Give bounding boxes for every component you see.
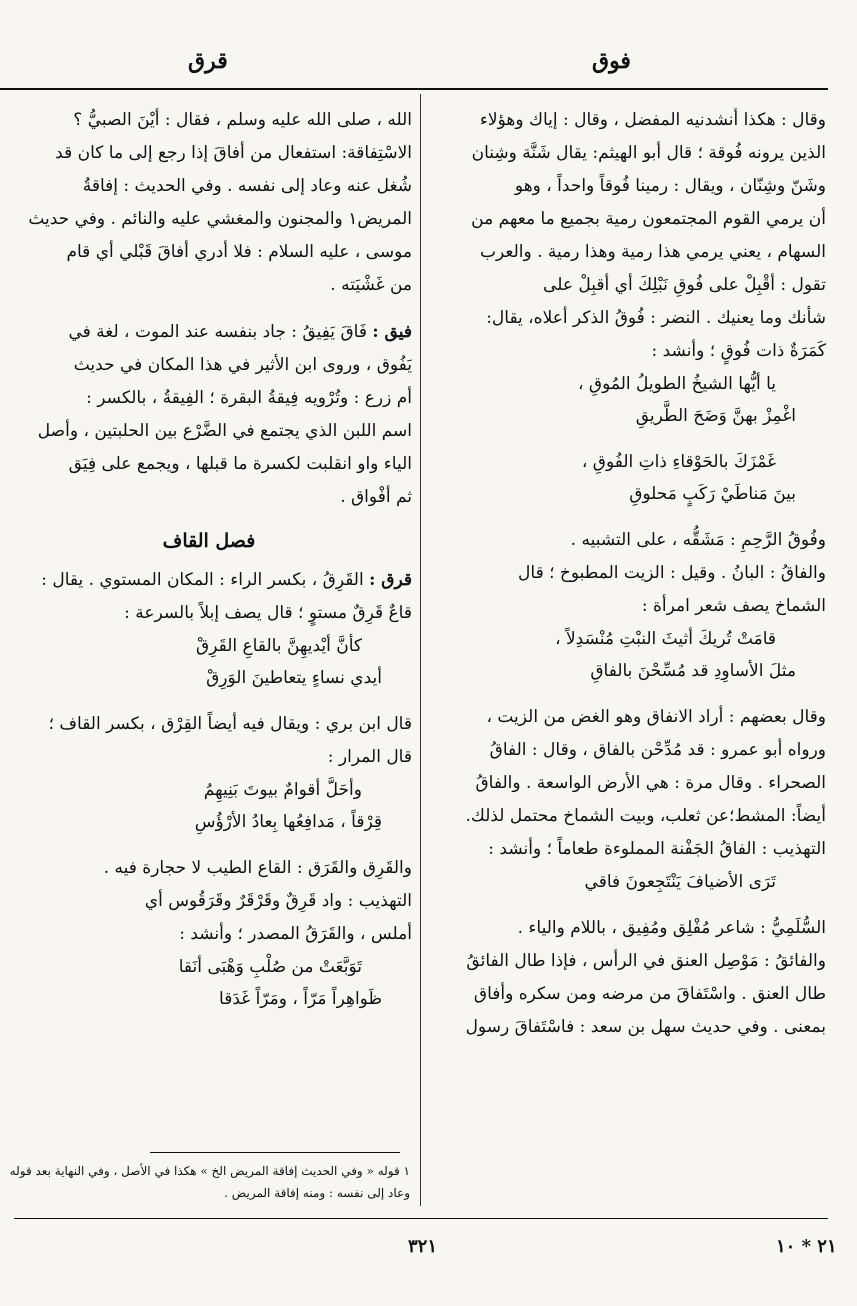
verse-line: غَمْزَكَ بالحَوْقاءِ ذاتِ الفُوقِ ، <box>581 452 776 472</box>
text-line: الصحراء . وقال مرة : هي الأرض الواسعة . والفاقُ <box>475 773 826 793</box>
spacer <box>432 687 826 701</box>
entry-line <box>6 564 412 597</box>
verse-line: كأنَّ أيْديهِنَّ بالقاعِ القَرِقْ <box>196 636 362 656</box>
entry-line <box>6 316 412 349</box>
text-line: وفُوقُ الرَّحِمِ : مَشَقُّه ، على التشبيه . <box>570 530 826 550</box>
text-line: أم زرع : وتُرْويه فِيقةُ البقرة ؛ الفِيقةُ ، بالكسر : <box>86 388 412 408</box>
header-left-word: قرق <box>188 48 228 74</box>
verse-line: بينَ مَناطَيْ رَكَبٍ مَحلوقِ <box>629 484 796 504</box>
text-line: وقال بعضهم : أراد الانفاق وهو الغض من الزيت ، <box>486 707 826 727</box>
column-divider <box>420 94 421 1206</box>
entry-headword: فيق : <box>372 322 412 342</box>
text-line: قال المرار : <box>327 747 412 767</box>
text-line: والفاقُ : البانُ . وقيل : الزيت المطبوخ ؛ قال <box>518 563 826 583</box>
verse-line: اغْمِزْ بهنَّ وَضَحَ الطَّريقِ <box>635 406 796 426</box>
text-line: السُّلَمِيُّ : شاعر مُفْلِق ومُفِيق ، باللام والياء . <box>517 918 826 938</box>
footnote: ١ قوله « وفي الحديث إفاقة المريض الخ » هكذا في الأصل ، وفي النهاية بعد قوله وعاد إلى نفسه : ومنه إفاقة المريض . <box>9 1164 410 1200</box>
text-line: قاعٌ قَرِقٌ مستوٍ ؛ قال يصف إبلاً بالسرعة : <box>124 603 412 623</box>
verse-line: ظَواهِراً مَرّاً ، ومَرّاً غَدَقا <box>219 989 382 1009</box>
text-line: والفائقُ : مَوْصِل العنق في الرأس ، فإذا طال الفائقُ <box>466 951 826 971</box>
text-line: الاسْتِفاقة: استفعال من أفاقَ إذا رجع إلى ما كان قد <box>55 143 412 163</box>
verse-line: مثلَ الأساوِدِ قد مُسِّحْنَ بالفاقِ <box>590 661 796 681</box>
verse-line: تَوَبَّعَتْ من صُلْبِ وَهْبَى أنَقا <box>178 957 362 977</box>
text-line: وشَنّ وشِنّان ، ويقال : رمينا فُوقاً واحداً ، وهو <box>514 176 826 196</box>
right-column <box>432 104 826 1044</box>
verse-line: قِرْقاً ، مَدافِعُها بِعادُ الأرْؤُسِ <box>194 812 382 832</box>
text-line: الله ، صلى الله عليه وسلم ، فقال : أيْنَ الصبيُّ ؟ <box>73 110 412 130</box>
text-line: شُغل عنه وعاد إلى نفسه . وفي الحديث : إفاقةُ <box>82 176 412 196</box>
text-line: موسى ، عليه السلام : فلا أدري أفاقَ قَبْلي أي قام <box>66 242 412 262</box>
entry-headword: قرق : <box>369 570 412 590</box>
verse-line: قامَتْ تُريكَ أثيثَ النبْتِ مُنْسَدِلاً ، <box>555 629 776 649</box>
verse-line: يا أيُّها الشيخُ الطويلُ المُوقِ ، <box>578 374 776 394</box>
text-line: كَمَرَةٌ ذات فُوقٍ ؛ وأنشد : <box>651 341 826 361</box>
text-line: ثم أفْواق . <box>340 487 412 507</box>
text-line: الذين يرونه فُوقة ؛ قال أبو الهيثم: يقال شَنَّة وشِنان <box>471 143 826 163</box>
text-line: أيضاً: المشط؛عن ثعلب، وبيت الشماخ محتمل لذلك. <box>465 806 826 826</box>
left-column <box>6 104 412 1015</box>
header-right-word: فوق <box>592 48 631 74</box>
text-line: أملس ، والقَرَقُ المصدر ؛ وأنشد : <box>179 924 412 944</box>
verse-line: وأحَلَّ أقوامٌ بيوتَ بَنِيهِمُ <box>203 780 362 800</box>
spacer <box>432 510 826 524</box>
verse-line: أيدي نساءٍ يتعاطينَ الوَرِقْ <box>206 668 382 688</box>
text-line: التهذيب : الفاقُ الجَفْنة المملوءة طعاماً ؛ وأنشد : <box>488 839 826 859</box>
text-line: اسم اللبن الذي يجتمع في الضَّرْع بين الحلبتين ، وأصل <box>37 421 412 441</box>
text-line: طال العنق . واسْتَفاقَ من مرضه ومن سكره وأفاق <box>473 984 826 1004</box>
text-line: شأنك وما يعنيك . النضر : فُوقُ الذكر أعلاه، يقال: <box>486 308 826 328</box>
spacer <box>432 432 826 446</box>
text-line: بمعنى . وفي حديث سهل بن سعد : فاسْتَفاقَ رسول <box>465 1017 826 1037</box>
spacer <box>432 898 826 912</box>
text-line: الياء واو انقلبت لكسرة ما قبلها ، ويجمع على فِيَق <box>68 454 412 474</box>
text-line: تقول : أقْبِلْ على فُوقِ نَبْلِكَ أي أقبِلْ على <box>543 275 826 295</box>
spacer <box>6 302 412 316</box>
entry-text: القَرِقُ ، بكسر الراء : المكان المستوي . يقال : <box>41 570 370 590</box>
text-line: قال ابن بري : ويقال فيه أيضاً القِرْق ، بكسر القاف ؛ <box>48 714 412 734</box>
text-line: التهذيب : واد قَرِقٌ وقَرْقَرٌ وقَرَقُوس أي <box>144 891 412 911</box>
verse-line: تَرَى الأضيافَ يَنْتَجِعونَ فاقي <box>584 872 776 892</box>
text-line: أن يرمي القوم المجتمعون رمية بجميع ما معهم من <box>471 209 826 229</box>
text-line: يَفُوق ، وروى ابن الأثير في هذا المكان في حديث <box>73 355 412 375</box>
text-line: من غَشْيَته . <box>330 275 412 295</box>
text-line: ورواه أبو عمرو : قد مُدِّحْن بالفاق ، وقال : الفاقُ <box>489 740 826 760</box>
text-line: السهام ، يعني يرمي هذا رمية وهذا رمية . والعرب <box>479 242 826 262</box>
text-line: المريض١ والمجنون والمغشي عليه والنائم . وفي حديث <box>28 209 412 229</box>
entry-text: فَاقَ يَفِيقُ : جاد بنفسه عند الموت ، لغة في <box>68 322 373 342</box>
spacer <box>6 694 412 708</box>
header-rule <box>0 88 828 90</box>
section-heading: فصل القاف <box>162 530 256 552</box>
text-line: وقال : هكذا أنشدنيه المفضل ، وقال : إياك وهؤلاء <box>479 110 826 130</box>
folio-number: ٢١ * ١٠ <box>776 1236 837 1257</box>
text-line: والقَرِق والقَرَق : القاع الطيب لا حجارة فيه . <box>103 858 412 878</box>
page-number: ٣٢١ <box>408 1236 438 1257</box>
footnote-rule <box>150 1152 400 1153</box>
footer-rule <box>14 1218 828 1219</box>
spacer <box>6 838 412 852</box>
text-line: الشماخ يصف شعر امرأة : <box>641 596 826 616</box>
